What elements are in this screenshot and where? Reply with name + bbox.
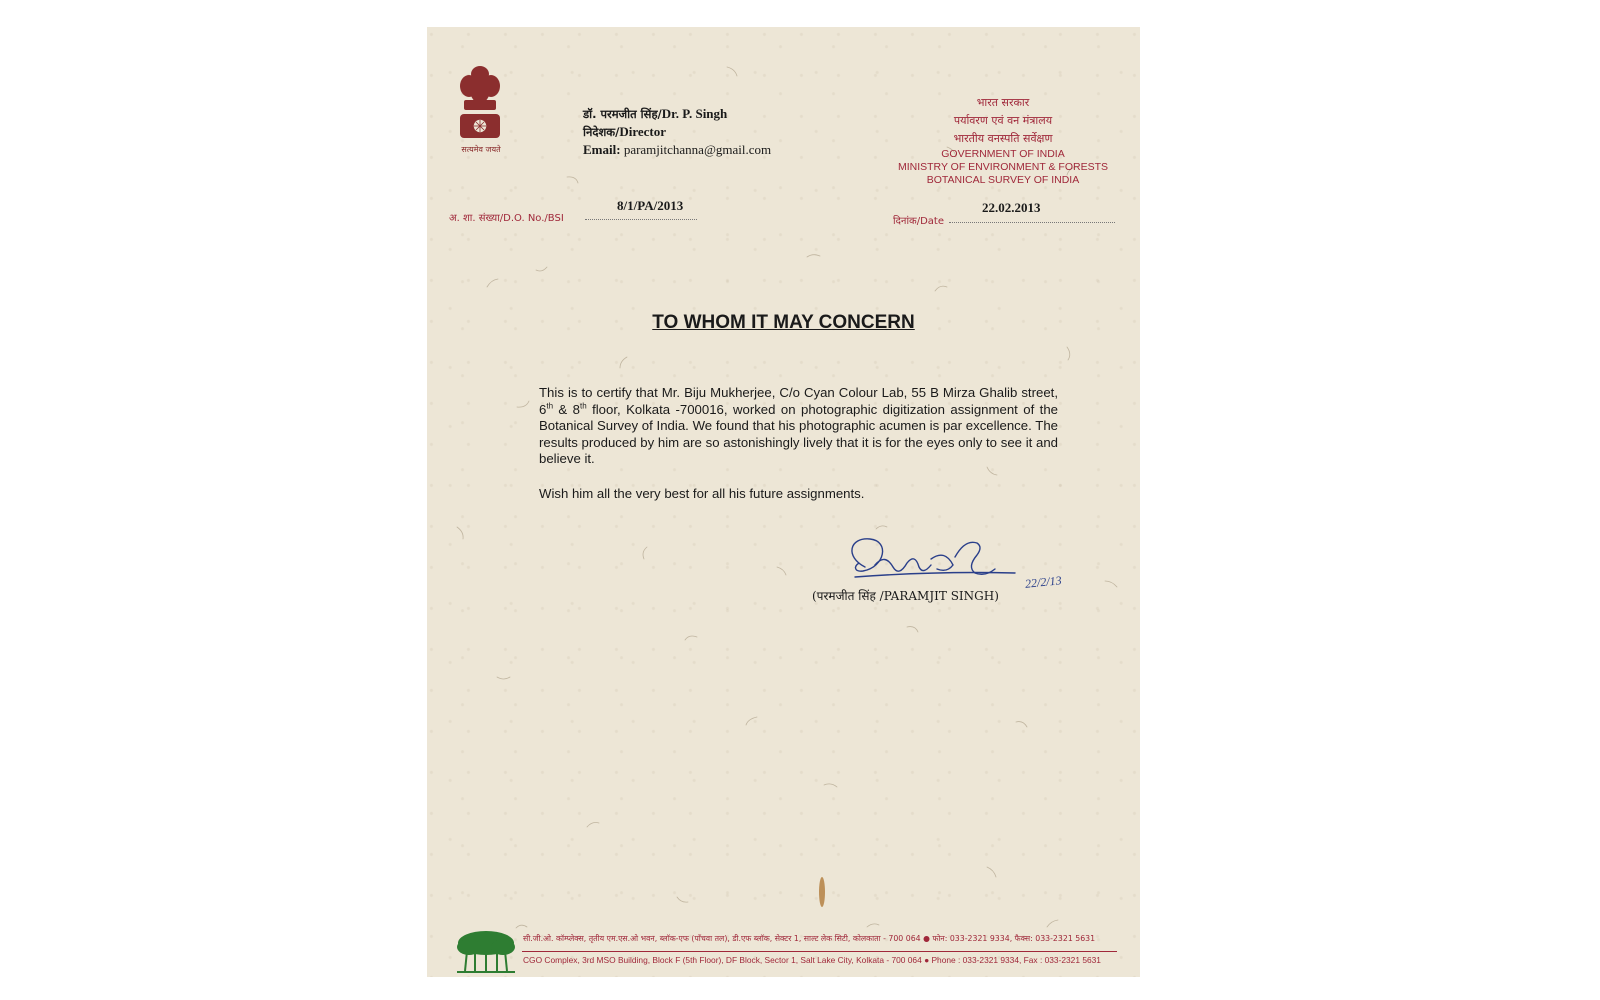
date-line [949, 222, 1115, 223]
footer-address-hindi: सी.जी.ओ. कॉम्प्लेक्स, तृतीय एम.एस.ओ भवन, ब्लॉक-एफ (पाँचवा तल), डी.एफ ब्लॉक, सेक्टर 1, साल्ट लेक सिटी, कोलकाता - 700 064 ● फोन: 033-2321 9334, फैक्स: 033-2321 5631 [523, 934, 1096, 943]
para-1-part-b: & 8 [553, 401, 580, 417]
para-1-part-c: floor, Kolkata -700016, worked on photographic digitization assignment of the Botanical Survey of India. We found that his photographic acumen is par excellence. The results produced by him are so astonishingly lively that it is for the eyes only to see it and believe it. [539, 401, 1058, 466]
footer-address-english: CGO Complex, 3rd MSO Building, Block F (5th Floor), DF Block, Sector 1, Salt Lake City, Kolkata - 700 064 ● Phone : 033-2321 9334, Fax : 033-2321 5631 [523, 955, 1101, 965]
director-title-hindi: निदेशक/ [583, 125, 620, 139]
national-emblem-icon [452, 60, 508, 156]
signatory-name: (परमजीत सिंह /PARAMJIT SINGH) [812, 589, 999, 603]
letter-heading: TO WHOM IT MAY CONCERN [652, 312, 915, 333]
director-name-hindi: डॉ. परमजीत सिंह/ [583, 107, 662, 121]
gov-english-line-1: GOVERNMENT OF INDIA [941, 148, 1065, 160]
director-name: Dr. P. Singh [661, 106, 728, 121]
superscript-th-1: th [546, 401, 554, 411]
gov-hindi-line-3: भारतीय वनस्पति सर्वेक्षण [953, 132, 1053, 145]
emblem-motto: सत्यमेव जयते [461, 145, 501, 154]
letter-paragraph-1 [539, 385, 1058, 468]
government-block [898, 94, 1108, 187]
letter-page [427, 27, 1140, 977]
do-number-label: अ. शा. संख्या/D.O. No./BSI [449, 213, 564, 224]
email-value: paramjitchanna@gmail.com [623, 142, 772, 157]
date-label: दिनांक/Date [893, 216, 944, 227]
signature-date: 22/2/13 [1024, 573, 1063, 591]
banyan-tree-logo-icon [455, 929, 517, 973]
gov-english-line-2: MINISTRY OF ENVIRONMENT & FORESTS [897, 161, 1108, 173]
do-number-line [585, 219, 697, 220]
gov-hindi-line-2: पर्यावरण एवं वन मंत्रालय [953, 114, 1053, 127]
superscript-th-2: th [579, 401, 587, 411]
director-block [583, 105, 771, 159]
email-label: Email: [583, 142, 621, 157]
do-number-value: 8/1/PA/2013 [617, 198, 684, 213]
gov-english-line-3: BOTANICAL SURVEY OF INDIA [926, 174, 1080, 186]
letter-paragraph-2: Wish him all the very best for all his future assignments. [539, 486, 865, 501]
footer-divider [522, 951, 1117, 952]
gov-hindi-line-1: भारत सरकार [976, 96, 1030, 109]
para-1-part-a: This is to certify that Mr. Biju Mukherjee, C/o Cyan Colour Lab, 55 B Mirza Ghalib street, 6 [539, 385, 1058, 417]
date-value: 22.02.2013 [982, 200, 1041, 215]
director-title: Director [619, 124, 667, 139]
